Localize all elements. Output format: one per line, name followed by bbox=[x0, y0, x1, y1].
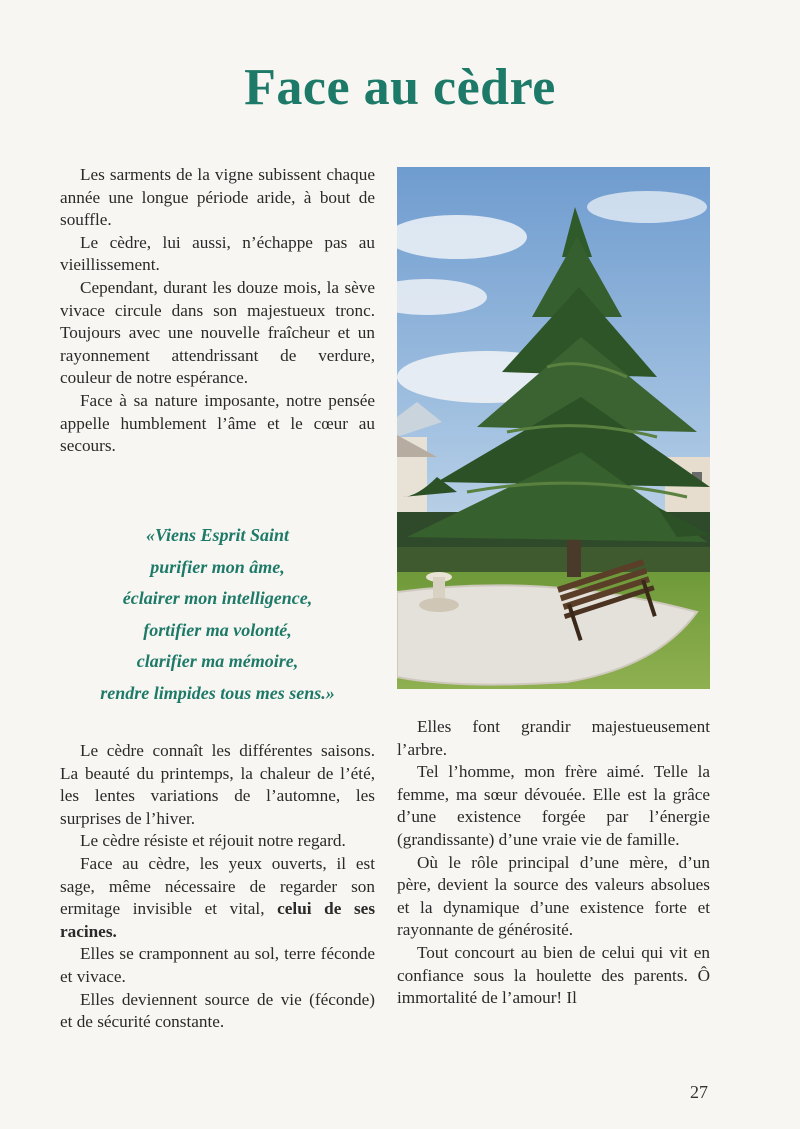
paragraph: Tout concourt au bien de celui qui vit en confiance sous la houlette des parents. Ô immortalité de l’amour! Il bbox=[397, 942, 710, 1008]
prayer-line: fortifier ma volonté, bbox=[143, 619, 292, 640]
paragraph: Le cèdre résiste et réjouit notre regard. bbox=[80, 831, 346, 851]
prayer-line: «Viens Esprit Saint bbox=[145, 525, 290, 545]
prayer-line: purifier mon âme, bbox=[150, 556, 285, 577]
paragraph: Elles deviennent source de vie (féconde) et de sécurité constante. bbox=[60, 989, 375, 1032]
prayer-line: clarifier ma mémoire, bbox=[136, 651, 299, 671]
right-column-bottom bbox=[397, 716, 710, 1010]
paragraph: Elles se cramponnent au sol, terre féconde et vivace. bbox=[60, 944, 375, 986]
paragraph: Elles font grandir majestueusement l’arbre. bbox=[397, 717, 710, 759]
page-title: Face au cèdre bbox=[244, 59, 556, 116]
paragraph: Face à sa nature imposante, notre pensée appelle humblement l’âme et le cœur au secours. bbox=[60, 390, 375, 456]
prayer-block bbox=[60, 520, 375, 709]
paragraph: Le cèdre connaît les différentes saisons. La beauté du printemps, la chaleur de l’été, les lentes variations de l’automne, les surprises de l’hiver. bbox=[60, 741, 375, 828]
page-number: 27 bbox=[690, 1082, 708, 1102]
paragraph-bold-text: celui de ses racines. bbox=[60, 899, 376, 941]
left-column-top bbox=[60, 164, 375, 458]
paragraph: Cependant, durant les douze mois, la sève vivace circule dans son majestueux tronc. Toujours avec une nouvelle fraîcheur et un rayonnement attendrissant de verdure, couleur de notre espérance. bbox=[60, 277, 375, 388]
paragraph bbox=[60, 853, 375, 943]
prayer-line: rendre limpides tous mes sens.» bbox=[100, 682, 335, 703]
paragraph: Les sarments de la vigne subissent chaque année une longue période aride, à bout de souffle. bbox=[60, 165, 375, 230]
cedar-tree-photo bbox=[397, 167, 710, 689]
prayer-line: éclairer mon intelligence, bbox=[122, 588, 313, 608]
paragraph: Le cèdre, lui aussi, n’échappe pas au vieillissement. bbox=[60, 232, 375, 275]
paragraph: Tel l’homme, mon frère aimé. Telle la femme, ma sœur dévouée. Elle est la grâce d’une existence forgée par l’énergie (grandissante) d’une vraie vie de famille. bbox=[397, 762, 710, 849]
paragraph: Où le rôle principal d’une mère, d’un père, devient la source des valeurs absolues et la dynamique d’une existence forte et rayonnante de générosité. bbox=[397, 852, 710, 940]
paragraph-text: Face au cèdre, les yeux ouverts, il est sage, même nécessaire de regarder son ermitage invisible et vital, bbox=[60, 853, 375, 919]
left-column-bottom bbox=[60, 740, 375, 1034]
